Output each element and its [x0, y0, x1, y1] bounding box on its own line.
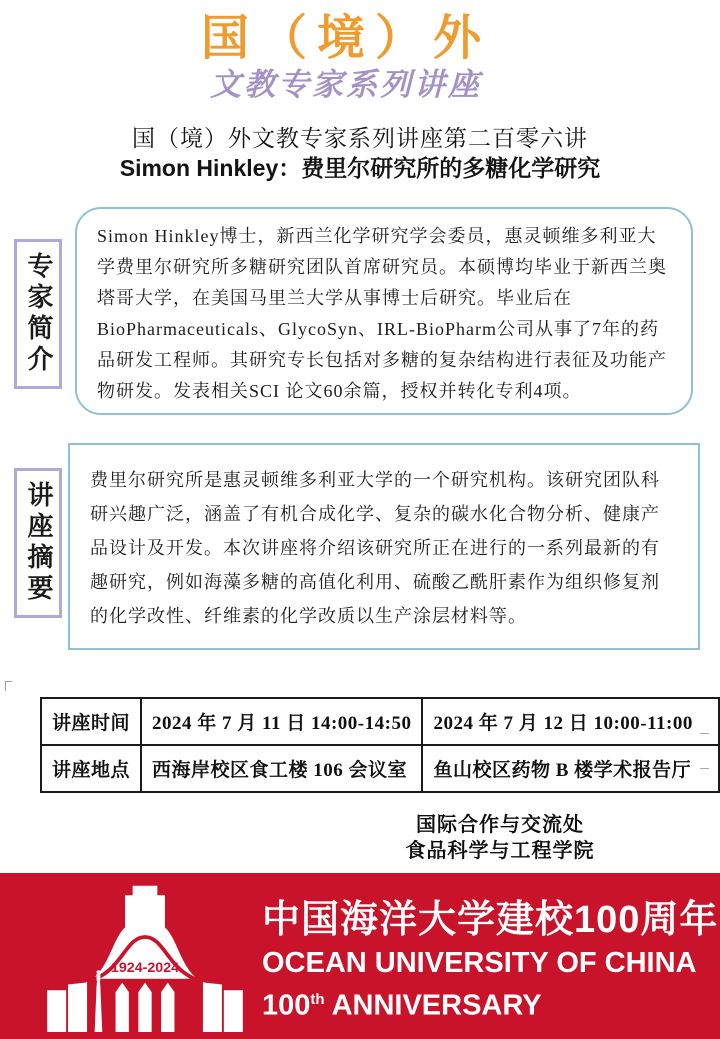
- time-session2: 2024 年 7 月 12 日 10:00-11:00: [422, 698, 719, 745]
- banner-cn-title: 中国海洋大学建校100周年: [262, 899, 719, 941]
- bio-text-box: Simon Hinkley博士，新西兰化学研究学会委员，惠灵顿维多利亚大学费里尔研究所多糖研究团队首席研究员。本硕博均毕业于新西兰奥塔哥大学，在美国马里兰大学从事博士后研究。毕业后在BioPharmaceuticals、GlycoSyn、IRL-BioPharm公司从事了7年的药品研发工程师。其研究专长包括对多糖的复杂结构进行表征及功能产物研发。发表相关SCI 论文60余篇，授权并转化专利4项。: [75, 207, 693, 415]
- banner-text-block: [262, 895, 718, 1024]
- time-session1: 2024 年 7 月 11 日 14:00-14:50: [141, 698, 422, 745]
- time-row-header: 讲座时间: [41, 698, 141, 745]
- anniversary-number: 100: [262, 989, 311, 1022]
- wordmark-line1: 国（境）外: [200, 10, 491, 66]
- series-wordmark: [0, 10, 706, 104]
- location-row-header: 讲座地点: [41, 745, 141, 792]
- logo-years-label: 1924-2024: [110, 960, 180, 977]
- organizer-line2: 食品科学与工程学院: [405, 840, 595, 862]
- wordmark-line2: 文教专家系列讲座: [210, 67, 482, 103]
- anniversary-word: ANNIVERSARY: [331, 989, 542, 1022]
- ouc-centennial-logo-icon: [40, 880, 250, 1032]
- anniversary-sup: th: [310, 991, 325, 1008]
- series-number-title: 国（境）外文教专家系列讲座第二百零六讲: [132, 126, 588, 151]
- schedule-table: [40, 697, 720, 793]
- organizers-block: [260, 812, 720, 864]
- table-row-time: [41, 698, 719, 745]
- table-row-location: [41, 745, 719, 792]
- lecture-title: Simon Hinkley：费里尔研究所的多糖化学研究: [119, 155, 601, 181]
- word-artifact-dash: [700, 768, 709, 769]
- abstract-section-label: 讲座摘要: [14, 468, 62, 618]
- banner-anniversary-line: [262, 982, 718, 1024]
- bio-section-label: 专家简介: [14, 239, 62, 389]
- organizer-line1: 国际合作与交流处: [416, 814, 584, 836]
- location-session1: 西海岸校区食工楼 106 会议室: [141, 745, 422, 792]
- banner-en-title: OCEAN UNIVERSITY OF CHINA: [262, 947, 697, 979]
- abstract-text-box: 费里尔研究所是惠灵顿维多利亚大学的一个研究机构。该研究团队科研兴趣广泛，涵盖了有机合成化学、复杂的碳水化合物分析、健康产品设计及开发。本次讲座将介绍该研究所正在进行的一系列最新的有趣研究，例如海藻多糖的高值化利用、硫酸乙酰肝素作为组织修复剂的化学改性、纤维素的化学改质以生产涂层材料等。: [68, 443, 700, 650]
- centennial-banner: [0, 873, 720, 1039]
- word-artifact-mark: [5, 681, 12, 691]
- location-session2: 鱼山校区药物 B 楼学术报告厅: [422, 745, 719, 792]
- word-artifact-dash: [700, 733, 709, 734]
